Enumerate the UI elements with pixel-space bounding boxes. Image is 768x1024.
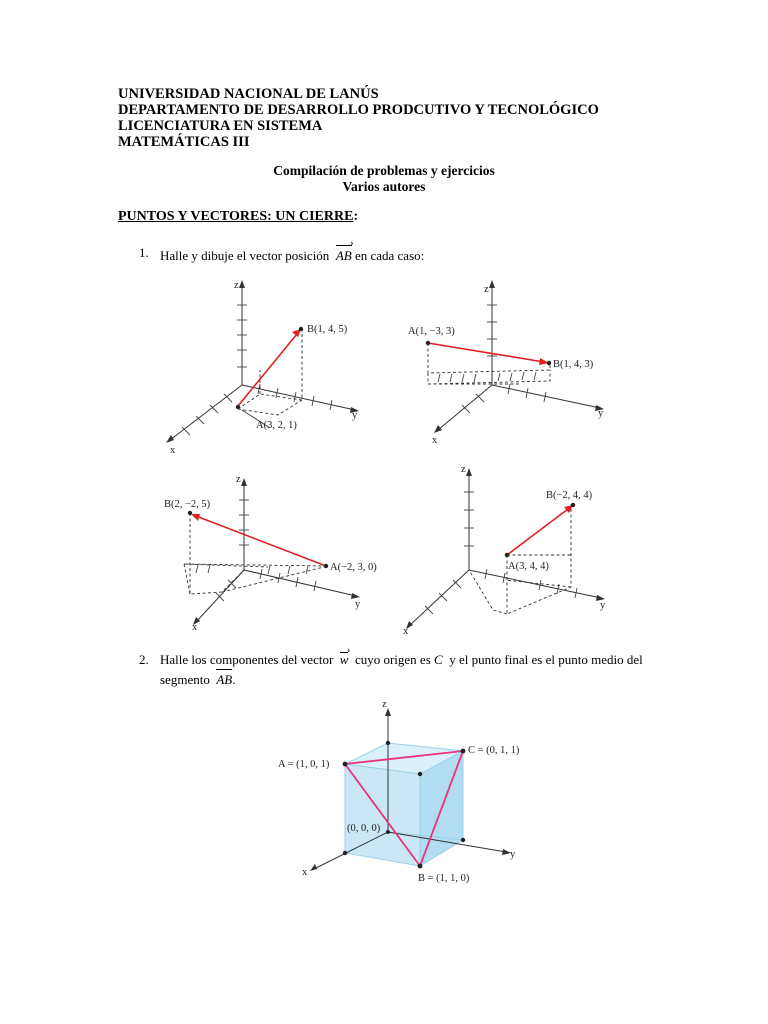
figure-3-vector-ab <box>196 516 326 566</box>
vector-ab-symbol: AB › <box>336 244 352 264</box>
figure-1-axis-z: z <box>234 280 239 291</box>
section-title-text: PUNTOS Y VECTORES: UN CIERRE <box>118 209 354 224</box>
figure-2-point-b: B(1, 4, 3) <box>553 359 594 370</box>
figure-3-axes <box>193 478 360 625</box>
figure-2-axes <box>434 280 604 433</box>
question-2-text-b: cuyo origen es <box>354 652 431 667</box>
section-title <box>118 209 358 225</box>
figure-4 <box>395 462 635 637</box>
figure-3-axis-z: z <box>236 474 241 485</box>
figure-3-axis-x: x <box>192 622 198 633</box>
question-2-text-period: . <box>232 672 236 687</box>
section-title-colon: : <box>353 209 359 224</box>
figure-4-point-b: B(−2, 4, 4) <box>546 490 593 501</box>
header-course: MATEMÁTICAS III <box>118 134 250 150</box>
question-1-text-before: Halle y dibuje el vector posición <box>160 248 330 263</box>
vector-w-symbol: w › <box>340 651 349 668</box>
question-2-text-c: y el punto final es el punto medio del <box>449 652 643 667</box>
question-2-number: 2. <box>139 652 149 667</box>
cube-point-b: B = (1, 1, 0) <box>418 873 470 884</box>
question-2-line-1 <box>160 651 643 668</box>
figure-2-vector-ab <box>428 343 544 362</box>
figure-3-axis-y: y <box>355 599 361 610</box>
cube-figure <box>270 695 540 895</box>
figure-1-guide-lines <box>238 329 302 415</box>
figure-4-axis-z: z <box>461 464 466 475</box>
figure-3-point-a: A(−2, 3, 0) <box>330 562 377 573</box>
cube-label-x: x <box>302 867 308 878</box>
figure-2-axis-z: z <box>484 284 489 295</box>
figure-2 <box>400 270 630 460</box>
figure-4-axis-y: y <box>600 600 606 611</box>
figure-1-axis-x: x <box>170 445 176 456</box>
figure-1-point-b: B(1, 4, 5) <box>307 324 348 335</box>
cube-label-z: z <box>382 699 387 710</box>
figure-3-arrowhead <box>191 514 200 521</box>
cube-origin: (0, 0, 0) <box>347 823 381 834</box>
question-1-text-after: en cada caso: <box>354 248 425 263</box>
figure-3-guide-lines <box>184 513 328 594</box>
figure-3-point-b: B(2, −2, 5) <box>164 499 211 510</box>
header-program: LICENCIATURA EN SISTEMA <box>118 118 323 134</box>
figure-4-vector-ab <box>507 509 568 555</box>
figure-2-axis-y: y <box>598 408 604 419</box>
figure-1-axes <box>166 280 359 443</box>
cube-point-a: A = (1, 0, 1) <box>278 759 330 770</box>
subtitle-authors: Varios autores <box>342 179 426 194</box>
cube-label-y: y <box>510 849 516 860</box>
figure-2-guide-lines <box>428 343 550 384</box>
question-2-text-d: segmento <box>160 672 210 687</box>
figure-4-guide-lines <box>469 504 571 614</box>
figure-2-point-a: A(1, −3, 3) <box>408 326 455 337</box>
subtitle-compilation: Compilación de problemas y ejercicios <box>273 163 495 178</box>
point-c-symbol: C <box>434 652 443 667</box>
figure-2-axis-x: x <box>432 435 438 446</box>
document-subtitle <box>0 163 768 195</box>
header-department: DEPARTAMENTO DE DESARROLLO PRODCUTIVO Y TECNOLÓGICO <box>118 102 599 118</box>
question-1-number: 1. <box>139 245 149 260</box>
question-2-text-a: Halle los componentes del vector <box>160 652 334 667</box>
figure-3 <box>150 470 390 640</box>
segment-ab-symbol: AB <box>216 668 232 688</box>
question-2-continuation <box>160 668 235 688</box>
figure-1-point-a: A(3, 2, 1) <box>256 420 297 431</box>
header-university: UNIVERSIDAD NACIONAL DE LANÚS <box>118 86 379 102</box>
document-header <box>118 86 599 150</box>
cube-point-c: C = (0, 1, 1) <box>468 745 520 756</box>
figure-1-axis-y: y <box>352 410 358 421</box>
figure-4-axis-x: x <box>403 626 409 637</box>
figure-1 <box>150 270 380 460</box>
figure-4-point-a: A(3, 4, 4) <box>508 561 549 572</box>
question-1-text <box>160 244 424 264</box>
